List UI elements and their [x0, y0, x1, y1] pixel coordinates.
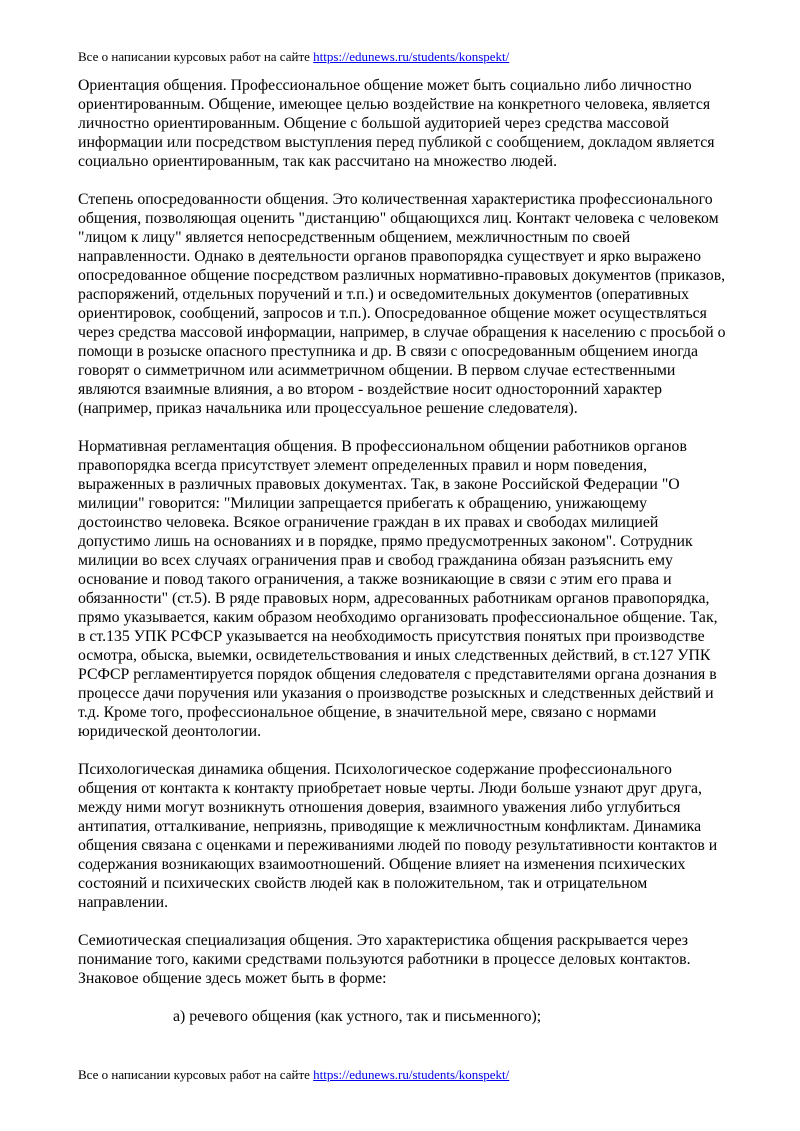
list-item-speech: а) речевого общения (как устного, так и письменного); — [173, 1008, 542, 1025]
footer-text: Все о написании курсовых работ на сайте — [78, 1067, 314, 1082]
document-body — [78, 76, 726, 1026]
paragraph-dynamics: Психологическая динамика общения. Психологическое содержание профессионального общения от контакта к контакту приобретает новые черты. Люди больше узнают друг друга, между ними могут возникнуть отношения доверия, взаимного уважения либо углубиться антипатия, отталкивание, неприязнь, приводящие к межличностным конфликтам. Динамика общения связана с оценками и переживаниями людей по поводу результативности контактов и содержания возникающих взаимоотношений. Общение влияет на изменения психических состояний и психических свойств людей как в положительном, так и отрицательном направлении. — [78, 761, 718, 911]
paragraph-regulation: Нормативная регламентация общения. В профессиональном общении работников органов правопорядка всегда присутствует элемент определенных правил и норм поведения, выраженных в различных правовых документах. Так, в законе Российской Федерации "О милиции" говорится: "Милиции запрещается прибегать к обращению, унижающему достоинство человека. Всякое ограничение граждан в их правах и свободах милицией допустимо лишь на основаниях и в порядке, прямо предусмотренных законом". Сотрудник милиции во всех случаях ограничения прав и свобод гражданина обязан разъяснить ему основание и повод такого ограничения, а также возникающие в связи с этим его права и обязанности" (ст.5). В ряде правовых норм, адресованных работникам органов правопорядка, прямо указывается, каким образом необходимо организовать профессиональное общение. Так, в ст.135 УПК РСФСР указывается на необходимость присутствия понятых при производстве осмотра, обыска, выемки, освидетельствования и иных следственных действий, в ст.127 УПК РСФСР регламентируется порядок общения следователя с представителями органа дознания в процессе дачи поручения или указания о производстве розыскных и следственных действий и т.д. Кроме того, профессиональное общение, в значительной мере, связано с нормами юридической деонтологии. — [78, 438, 718, 740]
header-link[interactable]: https://edunews.ru/students/konspekt/ — [313, 49, 510, 64]
page-header — [78, 49, 509, 65]
header-text: Все о написании курсовых работ на сайте — [78, 49, 314, 64]
paragraph-mediation: Степень опосредованности общения. Это количественная характеристика профессионального общения, позволяющая оценить "дистанцию" общающихся лиц. Контакт человека с человеком "лицом к лицу" является непосредственным общением, межличностным по своей направленности. Однако в деятельности органов правопорядка существует и ярко выражено опосредованное общение посредством различных нормативно-правовых документов (приказов, распоряжений, отдельных поручений и т.п.) и осведомительных документов (оперативных ориентировок, сообщений, запросов и т.п.). Опосредованное общение может осуществляться через средства массовой информации, например, в случае обращения к населению с просьбой о помощи в розыске опасного преступника и др. В связи с опосредованным общением иногда говорят о симметричном или асимметричном общении. В первом случае естественными являются взаимные влияния, а во втором - воздействие носит односторонний характер (например, приказ начальника или процессуальное решение следователя). — [78, 191, 726, 417]
page-footer — [78, 1067, 509, 1083]
paragraph-orientation: Ориентация общения. Профессиональное общение может быть социально либо личностно ориентированным. Общение, имеющее целью воздействие на конкретного человека, является личностно ориентированным. Общение с большой аудиторией через средства массовой информации или посредством выступления перед публикой с сообщением, докладом является социально ориентированным, так как рассчитано на множество людей. — [78, 77, 715, 170]
paragraph-semiotics: Семиотическая специализация общения. Это характеристика общения раскрывается через понимание того, какими средствами пользуются работники в процессе деловых контактов. Знаковое общение здесь может быть в форме: — [78, 932, 691, 987]
footer-link[interactable]: https://edunews.ru/students/konspekt/ — [313, 1067, 510, 1082]
